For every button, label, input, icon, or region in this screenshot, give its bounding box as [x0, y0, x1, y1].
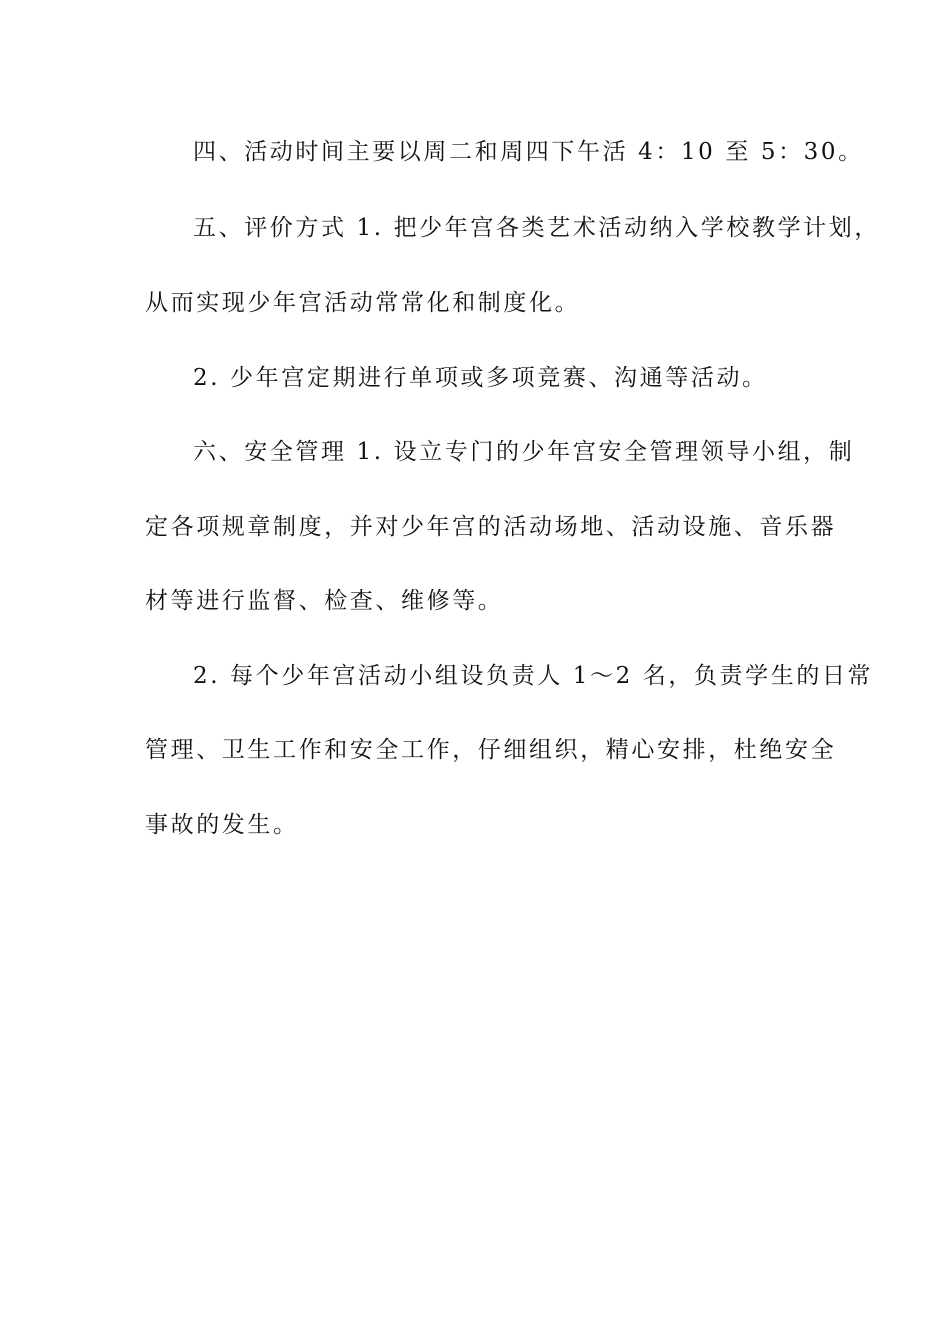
section-six-item-2-line-2: 管理、卫生工作和安全工作，仔细组织，精心安排，杜绝安全 — [145, 737, 837, 763]
section-six-item-2-line-3: 事故的发生。 — [145, 812, 299, 838]
section-six-safety-line-1: 六、安全管理 1. 设立专门的少年宫安全管理领导小组，制 — [193, 439, 855, 465]
section-six-item-2-line-1: 2. 每个少年宫活动小组设负责人 1～2 名，负责学生的日常 — [193, 663, 874, 689]
section-six-safety-line-3: 材等进行监督、检查、维修等。 — [145, 588, 504, 614]
section-five-evaluation-line-2: 从而实现少年宫活动常常化和制度化。 — [145, 290, 581, 316]
section-five-item-2: 2. 少年宫定期进行单项或多项竞赛、沟通等活动。 — [193, 365, 768, 391]
section-six-safety-line-2: 定各项规章制度，并对少年宫的活动场地、活动设施、音乐器 — [145, 514, 837, 540]
section-five-evaluation-line-1: 五、评价方式 1. 把少年宫各类艺术活动纳入学校教学计划， — [193, 215, 880, 241]
section-four-activity-time: 四、活动时间主要以周二和周四下午活 4：10 至 5：30。 — [193, 139, 864, 165]
